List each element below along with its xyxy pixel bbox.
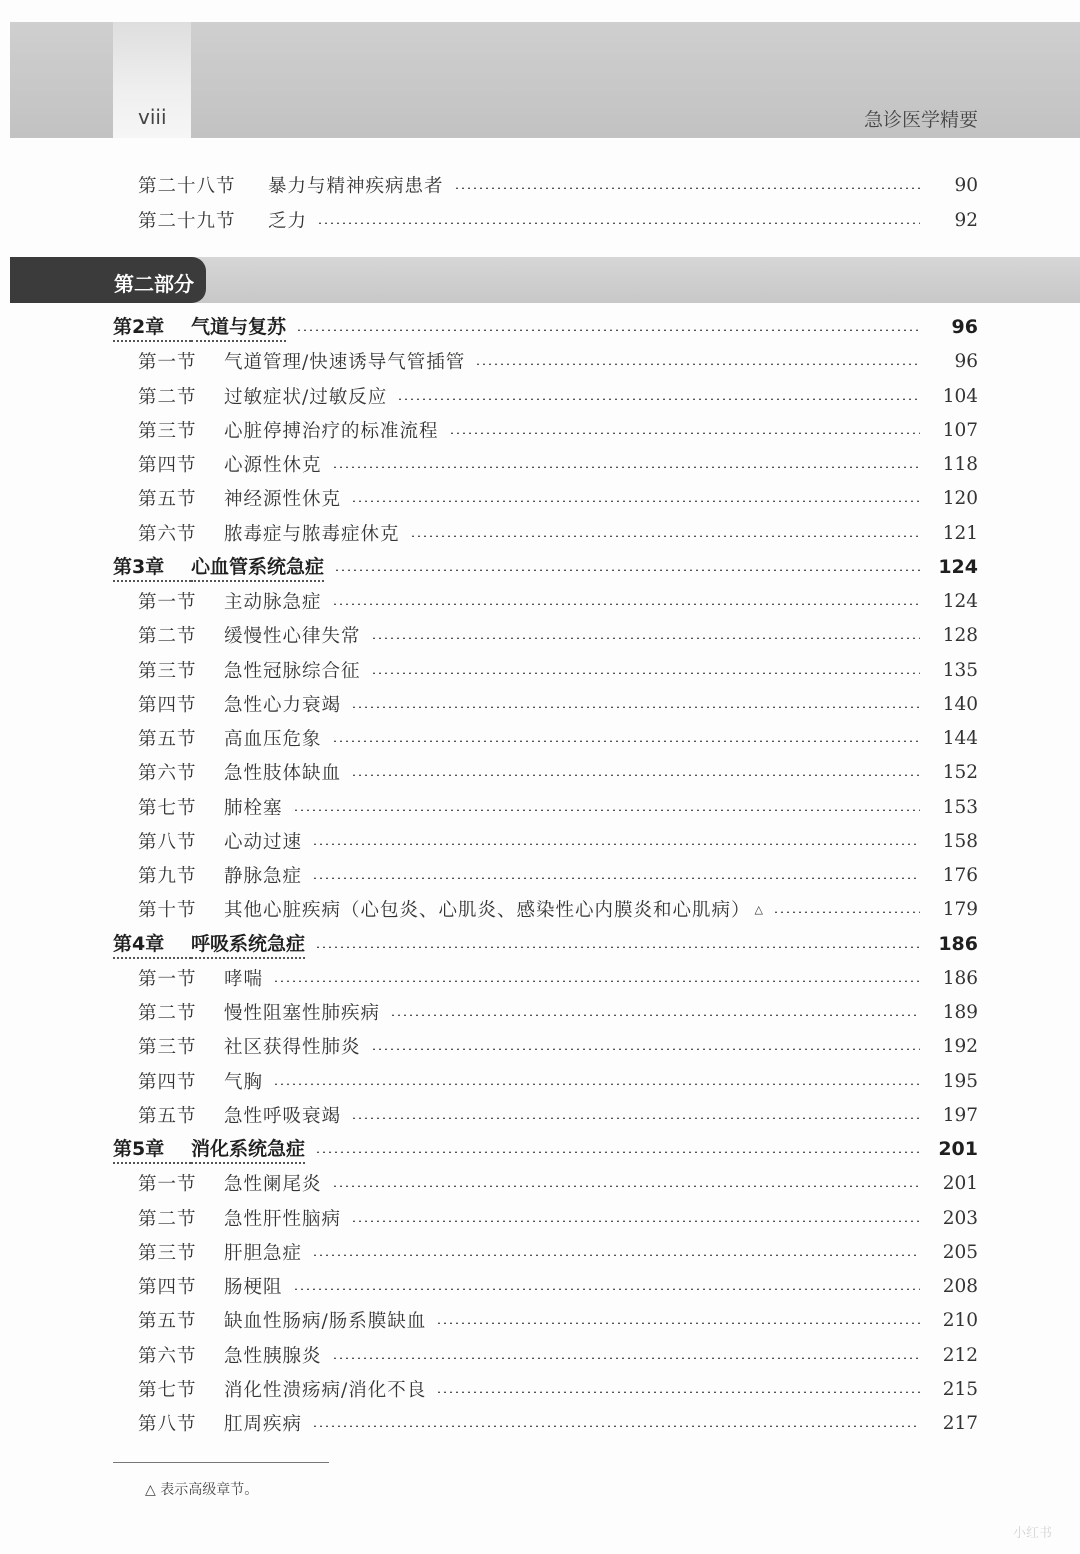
toc-section-row[interactable] bbox=[0, 1340, 1080, 1370]
toc-section-row[interactable] bbox=[0, 655, 1080, 685]
toc-section-row[interactable] bbox=[0, 997, 1080, 1027]
dot-leader bbox=[296, 329, 920, 331]
dot-leader bbox=[293, 1288, 920, 1290]
section-number: 第三节 bbox=[138, 1037, 197, 1058]
page-number-ref: 124 bbox=[942, 590, 978, 612]
section-number: 第二节 bbox=[138, 1209, 197, 1230]
section-title: 哮喘 bbox=[224, 969, 264, 990]
section-title: 神经源性休克 bbox=[224, 489, 342, 510]
toc-section-row[interactable] bbox=[0, 415, 1080, 445]
section-number: 第八节 bbox=[138, 832, 197, 853]
advanced-mark-icon: △ bbox=[754, 902, 763, 916]
chapter-number: 第4章 bbox=[113, 929, 191, 959]
section-title: 急性胰腺炎 bbox=[224, 1346, 322, 1367]
dot-leader bbox=[773, 911, 920, 913]
section-number: 第五节 bbox=[138, 1106, 197, 1127]
toc-section-row[interactable] bbox=[0, 1031, 1080, 1061]
toc-section-row[interactable] bbox=[0, 1100, 1080, 1130]
dot-leader bbox=[351, 774, 920, 776]
dot-leader bbox=[312, 1254, 920, 1256]
section-title: 脓毒症与脓毒症休克 bbox=[224, 524, 400, 545]
section-number: 第三节 bbox=[138, 421, 197, 442]
section-number: 第四节 bbox=[138, 695, 197, 716]
section-number: 第九节 bbox=[138, 866, 197, 887]
section-number: 第四节 bbox=[138, 455, 197, 476]
section-title: 其他心脏疾病（心包炎、心肌炎、感染性心内膜炎和心肌病） bbox=[224, 900, 751, 921]
dot-leader bbox=[371, 672, 920, 674]
toc-chapter-row[interactable] bbox=[0, 312, 1080, 342]
part-label: 第二部分 bbox=[114, 272, 194, 296]
section-title: 肛周疾病 bbox=[224, 1414, 303, 1435]
section-number: 第四节 bbox=[138, 1277, 197, 1298]
page-number-ref: 212 bbox=[942, 1344, 978, 1366]
chapter-title: 消化系统急症 bbox=[191, 1134, 305, 1164]
section-title: 急性阑尾炎 bbox=[224, 1174, 322, 1195]
dot-leader bbox=[334, 569, 920, 571]
toc-section-row[interactable] bbox=[0, 723, 1080, 753]
page-number-ref: 128 bbox=[942, 624, 978, 646]
toc-section-row[interactable] bbox=[0, 518, 1080, 548]
toc-section-row[interactable] bbox=[0, 1168, 1080, 1198]
toc-section-row[interactable] bbox=[0, 449, 1080, 479]
dot-leader bbox=[449, 432, 920, 434]
toc-section-row[interactable] bbox=[0, 963, 1080, 993]
page-number-ref: 197 bbox=[942, 1104, 978, 1126]
dot-leader bbox=[475, 363, 920, 365]
section-number: 第二节 bbox=[138, 387, 197, 408]
section-title: 主动脉急症 bbox=[224, 592, 322, 613]
toc-section-row[interactable] bbox=[0, 689, 1080, 719]
section-title: 肝胆急症 bbox=[224, 1243, 303, 1264]
toc-section-row[interactable] bbox=[0, 1066, 1080, 1096]
chapter-number: 第2章 bbox=[113, 312, 191, 342]
section-title: 急性呼吸衰竭 bbox=[224, 1106, 342, 1127]
toc-section-row[interactable] bbox=[0, 381, 1080, 411]
dot-leader bbox=[332, 1357, 920, 1359]
page-number-ref: 176 bbox=[942, 864, 978, 886]
chapter-title: 心血管系统急症 bbox=[191, 552, 324, 582]
section-title: 高血压危象 bbox=[224, 729, 322, 750]
dot-leader bbox=[351, 1220, 920, 1222]
footnote-divider bbox=[113, 1462, 329, 1463]
section-number: 第二节 bbox=[138, 1003, 197, 1024]
toc-section-row[interactable] bbox=[0, 1203, 1080, 1233]
toc-section-row[interactable] bbox=[0, 860, 1080, 890]
watermark: 小红书 bbox=[1012, 1526, 1052, 1541]
page-number-ref: 203 bbox=[942, 1207, 978, 1229]
page-number-ref: 217 bbox=[942, 1412, 978, 1434]
page-number-ref: 201 bbox=[942, 1172, 978, 1194]
toc-section-row[interactable] bbox=[0, 1237, 1080, 1267]
section-title: 过敏症状/过敏反应 bbox=[224, 387, 388, 408]
page-number-ref: 210 bbox=[942, 1309, 978, 1331]
dot-leader bbox=[273, 980, 920, 982]
dot-leader bbox=[351, 1117, 920, 1119]
section-number: 第五节 bbox=[138, 489, 197, 510]
page-number-ref: 96 bbox=[954, 350, 978, 372]
page-number-ref: 153 bbox=[942, 796, 978, 818]
chapter-number: 第5章 bbox=[113, 1134, 191, 1164]
page-number-ref: 107 bbox=[942, 419, 978, 441]
section-number: 第六节 bbox=[138, 524, 197, 545]
section-title: 缓慢性心律失常 bbox=[224, 626, 361, 647]
dot-leader bbox=[312, 843, 920, 845]
page-number-ref: 201 bbox=[938, 1138, 978, 1160]
section-number: 第六节 bbox=[138, 763, 197, 784]
dot-leader bbox=[397, 398, 920, 400]
page-number-ref: 195 bbox=[942, 1070, 978, 1092]
dot-leader bbox=[273, 1083, 920, 1085]
dot-leader bbox=[332, 740, 920, 742]
footnote: △ 表示高级章节。 bbox=[145, 1482, 259, 1498]
dot-leader bbox=[332, 1185, 920, 1187]
dot-leader bbox=[332, 466, 920, 468]
page-number-ref: 152 bbox=[942, 761, 978, 783]
section-number: 第一节 bbox=[138, 592, 197, 613]
section-title: 静脉急症 bbox=[224, 866, 303, 887]
section-title: 心脏停搏治疗的标准流程 bbox=[224, 421, 439, 442]
section-title: 气道管理/快速诱导气管插管 bbox=[224, 352, 466, 373]
toc-section-row[interactable] bbox=[0, 483, 1080, 513]
section-title: 心源性休克 bbox=[224, 455, 322, 476]
section-number: 第二节 bbox=[138, 626, 197, 647]
toc-section-row[interactable] bbox=[0, 620, 1080, 650]
page-number-ref: 179 bbox=[942, 898, 978, 920]
toc-chapter-row[interactable] bbox=[0, 1134, 1080, 1164]
section-number: 第五节 bbox=[138, 1311, 197, 1332]
section-title: 肺栓塞 bbox=[224, 798, 283, 819]
toc-section-row[interactable] bbox=[0, 586, 1080, 616]
page-number-ref: 158 bbox=[942, 830, 978, 852]
section-title: 气胸 bbox=[224, 1072, 264, 1093]
section-number: 第一节 bbox=[138, 969, 197, 990]
toc-section-row[interactable] bbox=[0, 1305, 1080, 1335]
toc-section-row[interactable] bbox=[0, 1408, 1080, 1438]
toc-section-row[interactable] bbox=[0, 170, 1080, 200]
page-number-ref: 96 bbox=[951, 316, 978, 338]
chapter-title: 气道与复苏 bbox=[191, 312, 286, 342]
chapter-title: 呼吸系统急症 bbox=[191, 929, 305, 959]
page-number-ref: 186 bbox=[942, 967, 978, 989]
section-number: 第五节 bbox=[138, 729, 197, 750]
section-title: 乏力 bbox=[268, 211, 308, 232]
page-number-ref: 120 bbox=[942, 487, 978, 509]
section-number: 第八节 bbox=[138, 1414, 197, 1435]
section-number: 第十节 bbox=[138, 900, 197, 921]
section-title: 缺血性肠病/肠系膜缺血 bbox=[224, 1311, 427, 1332]
section-title: 心动过速 bbox=[224, 832, 303, 853]
section-number: 第二十九节 bbox=[138, 211, 236, 232]
dot-leader bbox=[351, 500, 920, 502]
page-number-ref: 144 bbox=[942, 727, 978, 749]
section-number: 第三节 bbox=[138, 661, 197, 682]
section-title: 急性心力衰竭 bbox=[224, 695, 342, 716]
section-title: 慢性阻塞性肺疾病 bbox=[224, 1003, 381, 1024]
page-number-ref: 135 bbox=[942, 659, 978, 681]
toc-section-row[interactable] bbox=[0, 757, 1080, 787]
page-number-ref: 208 bbox=[942, 1275, 978, 1297]
section-title: 急性冠脉综合征 bbox=[224, 661, 361, 682]
toc-chapter-row[interactable] bbox=[0, 552, 1080, 582]
dot-leader bbox=[390, 1014, 920, 1016]
book-title: 急诊医学精要 bbox=[863, 109, 978, 131]
page-number-ref: 215 bbox=[942, 1378, 978, 1400]
dot-leader bbox=[315, 1151, 920, 1153]
toc-section-row[interactable] bbox=[0, 792, 1080, 822]
section-number: 第四节 bbox=[138, 1072, 197, 1093]
toc-section-row[interactable] bbox=[0, 826, 1080, 856]
toc-section-row[interactable] bbox=[0, 1374, 1080, 1404]
page-number-ref: 92 bbox=[954, 209, 978, 231]
section-number: 第六节 bbox=[138, 1346, 197, 1367]
dot-leader bbox=[351, 706, 920, 708]
page-number-ref: 121 bbox=[942, 522, 978, 544]
page-number-ref: 124 bbox=[938, 556, 978, 578]
dot-leader bbox=[371, 637, 920, 639]
dot-leader bbox=[315, 946, 920, 948]
section-title: 社区获得性肺炎 bbox=[224, 1037, 361, 1058]
toc-chapter-row[interactable] bbox=[0, 929, 1080, 959]
section-title: 暴力与精神疾病患者 bbox=[268, 176, 444, 197]
toc-section-row[interactable] bbox=[0, 1271, 1080, 1301]
toc-section-row[interactable] bbox=[0, 346, 1080, 376]
page-number-ref: 118 bbox=[942, 453, 978, 475]
toc-section-row[interactable] bbox=[0, 205, 1080, 235]
dot-leader bbox=[454, 187, 920, 189]
dot-leader bbox=[371, 1048, 920, 1050]
section-number: 第一节 bbox=[138, 1174, 197, 1195]
page-number-ref: 205 bbox=[942, 1241, 978, 1263]
page-number-ref: 192 bbox=[942, 1035, 978, 1057]
toc-section-row[interactable] bbox=[0, 894, 1080, 924]
section-number: 第一节 bbox=[138, 352, 197, 373]
section-title: 消化性溃疡病/消化不良 bbox=[224, 1380, 427, 1401]
page-number: viii bbox=[138, 105, 167, 129]
dot-leader bbox=[293, 809, 920, 811]
section-number: 第七节 bbox=[138, 798, 197, 819]
dot-leader bbox=[312, 877, 920, 879]
dot-leader bbox=[332, 603, 920, 605]
page-number-ref: 186 bbox=[938, 933, 978, 955]
section-title: 急性肢体缺血 bbox=[224, 763, 342, 784]
dot-leader bbox=[317, 222, 920, 224]
dot-leader bbox=[312, 1425, 920, 1427]
section-title: 肠梗阻 bbox=[224, 1277, 283, 1298]
section-number: 第三节 bbox=[138, 1243, 197, 1264]
section-number: 第七节 bbox=[138, 1380, 197, 1401]
section-number: 第二十八节 bbox=[138, 176, 236, 197]
dot-leader bbox=[410, 535, 920, 537]
page-number-ref: 140 bbox=[942, 693, 978, 715]
page-number-ref: 189 bbox=[942, 1001, 978, 1023]
page-number-ref: 90 bbox=[954, 174, 978, 196]
dot-leader bbox=[436, 1322, 920, 1324]
dot-leader bbox=[436, 1391, 920, 1393]
page-number-ref: 104 bbox=[942, 385, 978, 407]
chapter-number: 第3章 bbox=[113, 552, 191, 582]
section-title: 急性肝性脑病 bbox=[224, 1209, 342, 1230]
